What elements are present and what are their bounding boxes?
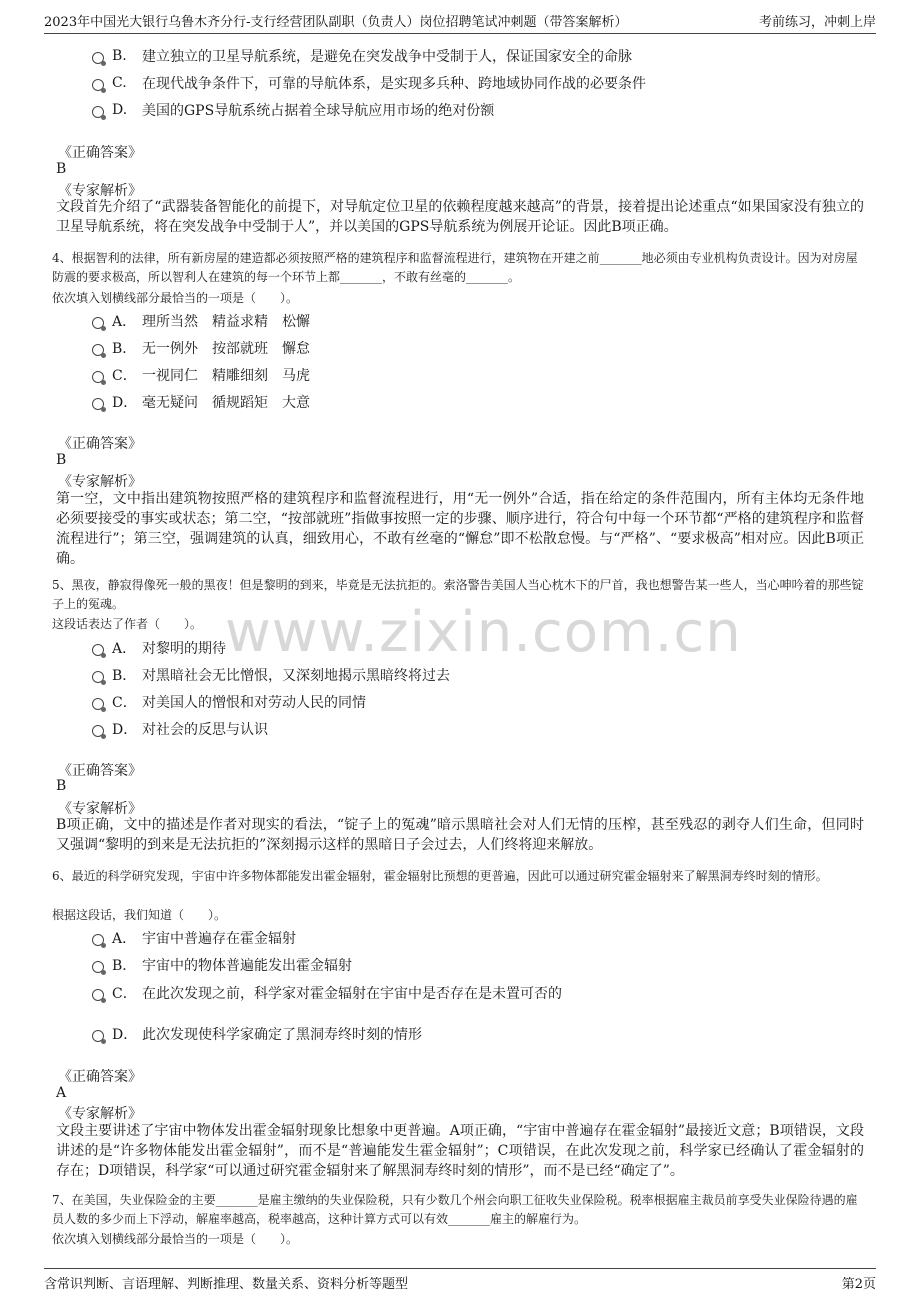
q6-stem: 6、最近的科学研究发现，宇宙中许多物体都能发出霍金辐射，霍金辐射比预想的更普遍，因此可以通过研究霍金辐射来了解黑洞寿终时刻的情形。 [52, 869, 828, 883]
q5-answer-label: 《正确答案》 [58, 763, 142, 779]
footer-divider [44, 1268, 876, 1269]
watermark: www.zixin.com.cn [225, 600, 742, 665]
q4-analysis-label: 《专家解析》 [58, 474, 142, 490]
q6-prompt: 根据这段话，我们知道（ ）。 [52, 908, 227, 922]
q5-option-a[interactable]: A． 对黎明的期待 [92, 638, 226, 658]
radio-icon[interactable] [92, 79, 104, 91]
radio-icon[interactable] [92, 698, 104, 710]
radio-icon[interactable] [92, 989, 104, 1001]
q5-answer: B [56, 778, 67, 794]
q5-option-b[interactable]: B． 对黑暗社会无比憎恨，又深刻地揭示黑暗终将过去 [92, 665, 450, 685]
q5-option-d[interactable]: D． 对社会的反思与认识 [92, 719, 268, 739]
q4-option-b[interactable]: B． 无一例外 按部就班 懈怠 [92, 338, 310, 358]
q3-option-d[interactable]: D. 美国的GPS导航系统占据着全球导航应用市场的绝对份额 [92, 100, 494, 120]
q5-option-c[interactable]: C． 对美国人的憎恨和对劳动人民的同情 [92, 692, 366, 712]
radio-icon[interactable] [92, 317, 104, 329]
q4-analysis: 第一空，文中指出建筑物按照严格的建筑程序和监督流程进行，用“无一例外”合适，指在给定的条件范围内，所有主体均无条件地必须要接受的事实或状态；第二空，“按部就班”指做事按照一定的步骤、顺序进行，符合句中每一个环节都“严格的建筑程序和监督流程进行”；第三空，强调建筑的认真，细致用心，不敢有丝毫的“懈怠”即不松散怠慢。与“严格”、“要求极高”相对应。因此B项正确。 [56, 491, 864, 567]
q6-option-d[interactable]: D． 此次发现使科学家确定了黑洞寿终时刻的情形 [92, 1024, 422, 1044]
q6-option-b[interactable]: B． 宇宙中的物体普遍能发出霍金辐射 [92, 955, 352, 975]
q3-analysis-label: 《专家解析》 [58, 183, 142, 199]
q3-analysis: 文段首先介绍了“武器装备智能化的前提下，对导航定位卫星的依赖程度越来越高”的背景，接着提出论述重点“如果国家没有独立的卫星导航系统，将在突发战争中受制于人”，并以美国的GPS导航系统为例展开论证。因此B项正确。 [56, 199, 864, 235]
radio-icon[interactable] [92, 52, 104, 64]
q6-option-c[interactable]: C． 在此次发现之前，科学家对霍金辐射在宇宙中是否存在是未置可否的 [92, 983, 562, 1003]
q4-option-a[interactable]: A． 理所当然 精益求精 松懈 [92, 311, 310, 331]
q7-stem: 7、在美国，失业保险金的主要_______是雇主缴纳的失业保险税，只有少数几个州会向职工征收失业保险税。税率根据雇主裁员前享受失业保险待遇的雇员人数的多少而上下浮动，解雇率越高，税率越高，这种计算方式可以有效_______雇主的解雇行为。 [52, 1193, 858, 1226]
q5-analysis: B项正确，文中的描述是作者对现实的看法，“锭子上的冤魂”暗示黑暗社会对人们无情的压榨，甚至残忍的剥夺人们生命，但同时又强调“黎明的到来是无法抗拒的”深刻揭示这样的黑暗日子会过去，人们终将迎来解放。 [56, 817, 864, 853]
q5-stem: 5、黑夜，静寂得像死一般的黑夜！但是黎明的到来，毕竟是无法抗拒的。索洛警告美国人当心枕木下的尸首，我也想警告某一些人，当心呻吟着的那些锭子上的冤魂。 [52, 578, 864, 611]
radio-icon[interactable] [92, 371, 104, 383]
q6-analysis: 文段主要讲述了宇宙中物体发出霍金辐射现象比想象中更普遍。A项正确，“宇宙中普遍存在霍金辐射”最接近文意；B项错误，文段讲述的是“许多物体能发出霍金辐射”，而不是“普遍能发生霍金辐射”；C项错误，在此次发现之前，科学家已经确认了霍金辐射的存在；D项错误，科学家“可以通过研究霍金辐射来了解黑洞寿终时刻的情形”，而不是已经“确定了”。 [56, 1123, 864, 1179]
radio-icon[interactable] [92, 671, 104, 683]
radio-icon[interactable] [92, 344, 104, 356]
q4-prompt: 依次填入划横线部分最恰当的一项是（ ）。 [52, 291, 299, 305]
q6-option-a[interactable]: A． 宇宙中普遍存在霍金辐射 [92, 928, 296, 948]
q6-answer: A [56, 1085, 67, 1101]
page-number: 第2页 [841, 1277, 876, 1292]
radio-icon[interactable] [92, 644, 104, 656]
footer-categories: 含常识判断、言语理解、判断推理、数量关系、资料分析等题型 [44, 1277, 409, 1292]
q4-stem: 4、根据智利的法律，所有新房屋的建造都必须按照严格的建筑程序和监督流程进行，建筑物在开建之前_______地必须由专业机构负责设计。因为对房屋防震的要求极高，所以智利人在建筑的每一个环节上都_______，不敢有丝毫的_______。 [52, 251, 858, 284]
q5-analysis-label: 《专家解析》 [58, 801, 142, 817]
radio-icon[interactable] [92, 398, 104, 410]
radio-icon[interactable] [92, 961, 104, 973]
header-slogan: 考前练习，冲刺上岸 [758, 15, 876, 30]
radio-icon[interactable] [92, 1030, 104, 1042]
q6-answer-label: 《正确答案》 [58, 1069, 142, 1085]
q3-answer: B [56, 161, 67, 177]
header-divider [44, 33, 876, 34]
document-title: 2023年中国光大银行乌鲁木齐分行-支行经营团队副职（负责人）岗位招聘笔试冲刺题（带答案解析） [44, 15, 628, 30]
q3-option-c[interactable]: C. 在现代战争条件下，可靠的导航体系，是实现多兵种、跨地域协同作战的必要条件 [92, 73, 646, 93]
q7-prompt: 依次填入划横线部分最恰当的一项是（ ）。 [52, 1232, 299, 1246]
q3-option-b[interactable]: B. 建立独立的卫星导航系统，是避免在突发战争中受制于人，保证国家安全的命脉 [92, 46, 632, 66]
q4-option-c[interactable]: C． 一视同仁 精雕细刻 马虎 [92, 365, 310, 385]
radio-icon[interactable] [92, 106, 104, 118]
q4-option-d[interactable]: D． 毫无疑问 循规蹈矩 大意 [92, 392, 310, 412]
q5-prompt: 这段话表达了作者（ ）。 [52, 617, 203, 631]
q4-answer: B [56, 452, 67, 468]
q6-analysis-label: 《专家解析》 [58, 1106, 142, 1122]
q4-answer-label: 《正确答案》 [58, 436, 142, 452]
radio-icon[interactable] [92, 725, 104, 737]
q3-answer-label: 《正确答案》 [58, 145, 142, 161]
radio-icon[interactable] [92, 934, 104, 946]
